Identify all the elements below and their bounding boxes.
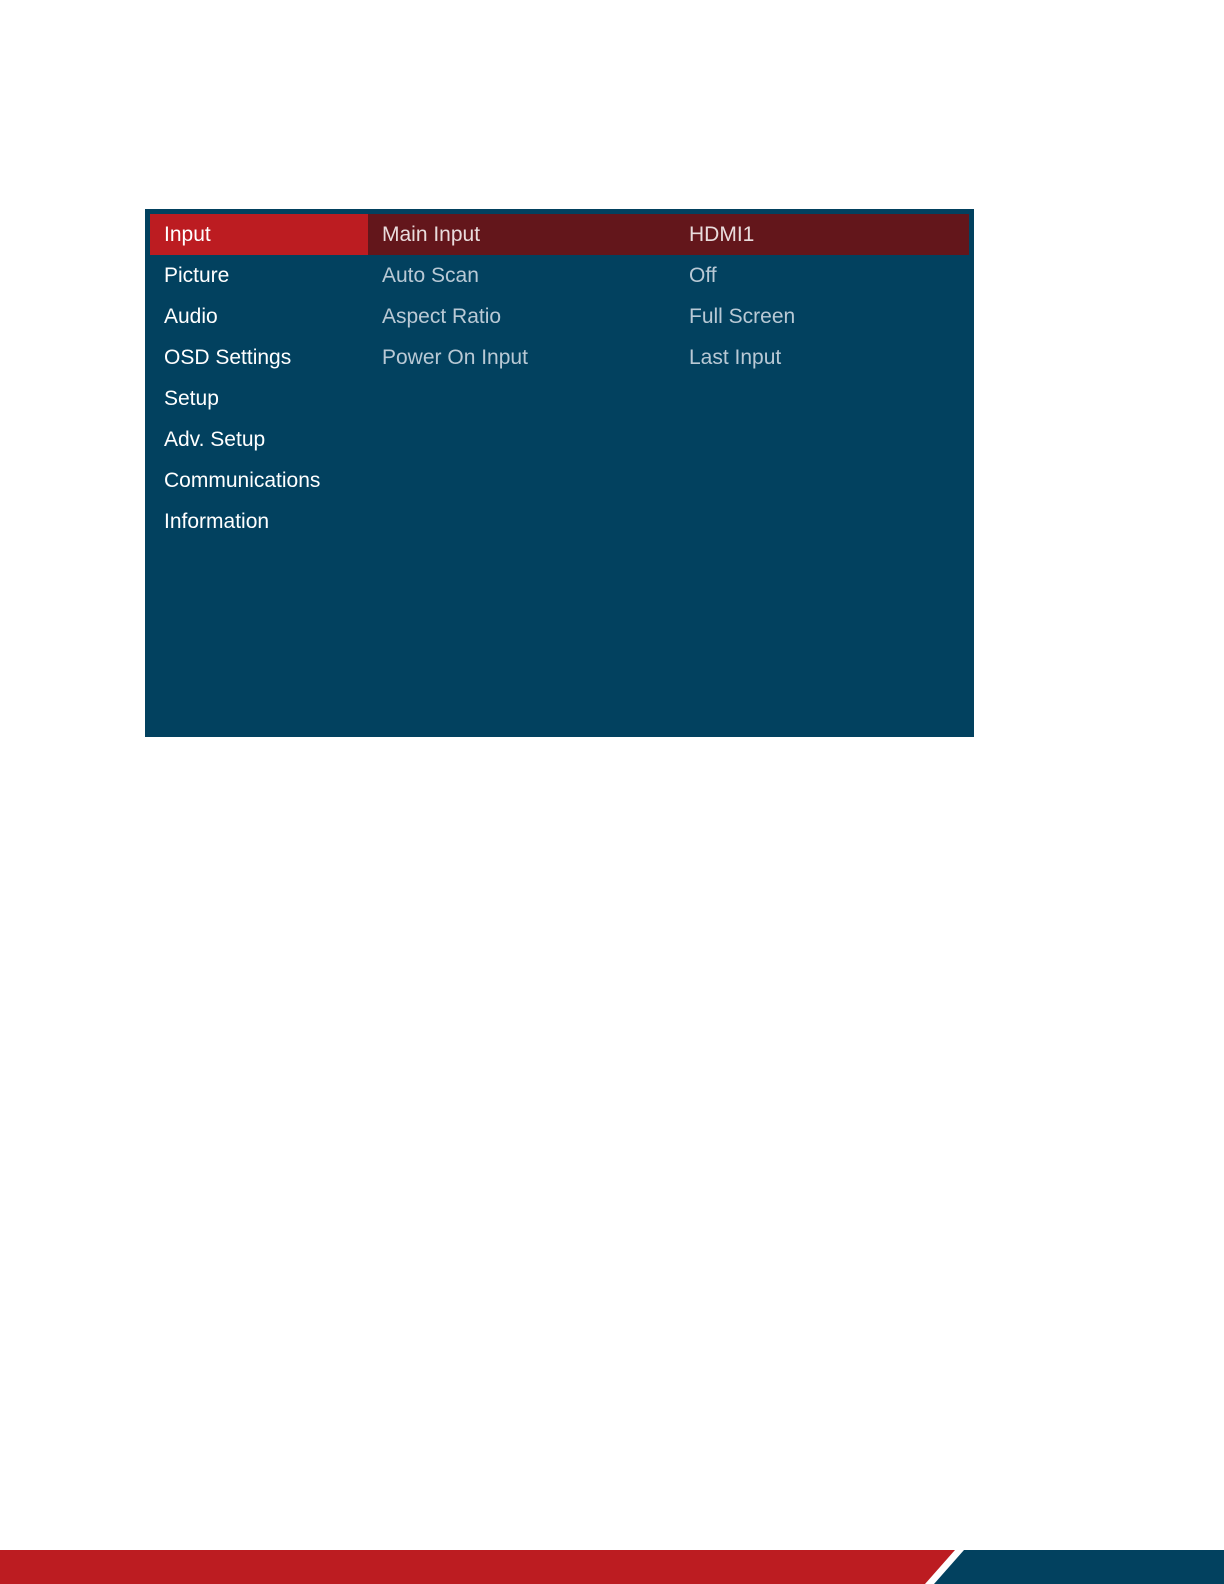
category-label: Adv. Setup	[164, 428, 266, 451]
category-item-communications[interactable]	[150, 460, 368, 501]
option-row-aspect-ratio[interactable]	[368, 296, 969, 337]
option-label: Auto Scan	[382, 264, 479, 287]
category-item-information[interactable]	[150, 501, 368, 542]
category-label: Input	[164, 223, 211, 246]
option-value: Last Input	[689, 346, 782, 369]
category-label: Audio	[164, 305, 218, 328]
category-item-input[interactable]	[150, 214, 368, 255]
option-value: Full Screen	[689, 305, 796, 328]
category-label: Communications	[164, 469, 321, 492]
option-list	[368, 214, 969, 378]
option-row-auto-scan[interactable]	[368, 255, 969, 296]
category-label: OSD Settings	[164, 346, 292, 369]
option-row-power-on-input[interactable]	[368, 337, 969, 378]
category-label: Setup	[164, 387, 219, 410]
option-label: Main Input	[382, 223, 481, 246]
footer-red-stripe	[0, 1550, 955, 1584]
footer-blue-stripe	[934, 1550, 1224, 1584]
category-list	[150, 214, 368, 542]
option-value: HDMI1	[689, 223, 755, 246]
category-item-setup[interactable]	[150, 378, 368, 419]
category-label: Information	[164, 510, 270, 533]
category-item-audio[interactable]	[150, 296, 368, 337]
footer-decoration-bar	[0, 1550, 1224, 1584]
category-item-osd-settings[interactable]	[150, 337, 368, 378]
option-value: Off	[689, 264, 717, 287]
option-row-main-input[interactable]	[368, 214, 969, 255]
category-label: Picture	[164, 264, 230, 287]
category-item-picture[interactable]	[150, 255, 368, 296]
option-label: Aspect Ratio	[382, 305, 502, 328]
option-label: Power On Input	[382, 346, 528, 369]
osd-menu-panel	[145, 209, 974, 737]
category-item-adv-setup[interactable]	[150, 419, 368, 460]
